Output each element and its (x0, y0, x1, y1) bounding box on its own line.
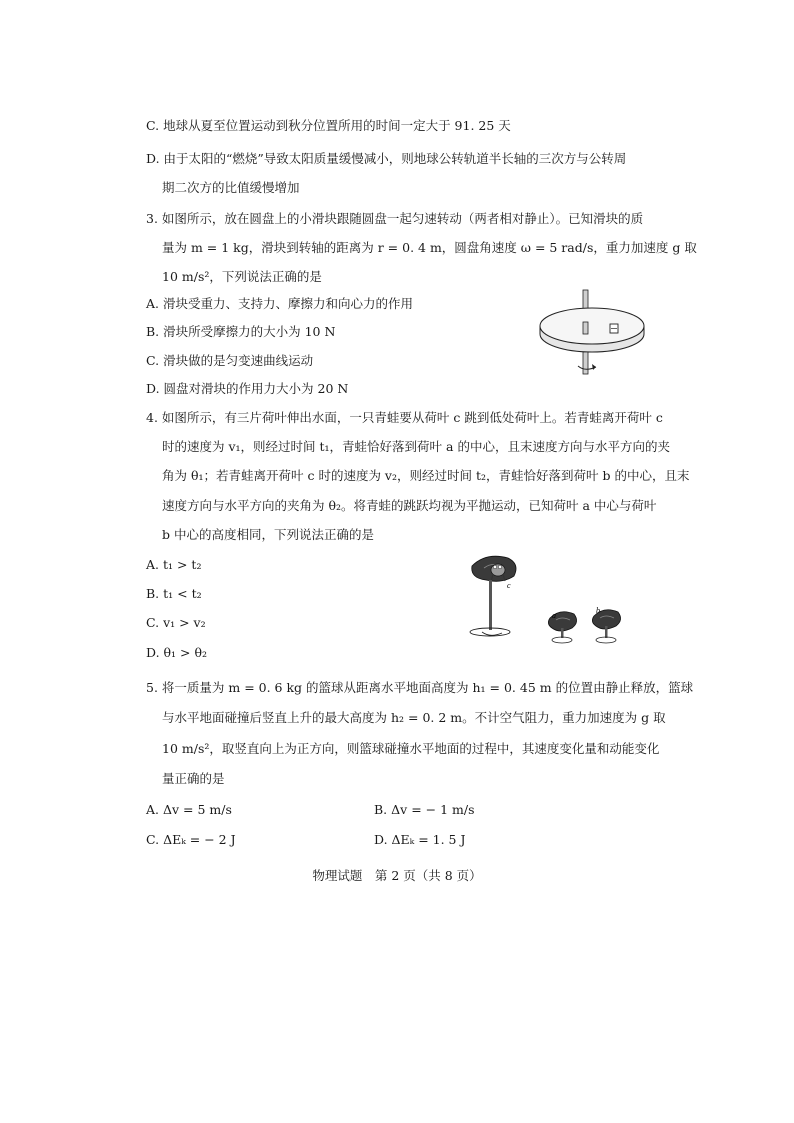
leaf-b-label: b (596, 606, 600, 615)
q3-option-d: D. 圆盘对滑块的作用力大小为 20 N (146, 381, 349, 396)
q3-stem-line2: 量为 m = 1 kg，滑块到转轴的距离为 r = 0. 4 m，圆盘角速度 ω = 5 rad/s，重力加速度 g 取 (162, 240, 697, 255)
q5-stem-line4: 量正确的是 (162, 771, 225, 786)
lotus-leaf-c (470, 556, 516, 636)
q4-stem-line2: 时的速度为 v₁，则经过时间 t₁，青蛙恰好落到荷叶 a 的中心，且末速度方向与水平方向的夹 (162, 439, 670, 454)
q4-option-c: C. v₁ > v₂ (146, 615, 206, 630)
q4-option-b: B. t₁ < t₂ (146, 586, 202, 601)
q2-option-d-line1: D. 由于太阳的“燃烧”导致太阳质量缓慢减小，则地球公转轨道半长轴的三次方与公转周 (146, 151, 627, 166)
q3-option-a: A. 滑块受重力、支持力、摩擦力和向心力的作用 (146, 296, 413, 311)
q3-option-c: C. 滑块做的是匀变速曲线运动 (146, 353, 314, 368)
q5-option-d: D. ΔEₖ = 1. 5 J (374, 832, 466, 847)
q2-option-c: C. 地球从夏至位置运动到秋分位置所用的时间一定大于 91. 25 天 (146, 118, 511, 133)
q4-lotus-frog-figure (462, 552, 632, 652)
q4-option-d: D. θ₁ > θ₂ (146, 645, 208, 660)
q5-option-b: B. Δv = − 1 m/s (374, 802, 475, 817)
leaf-c-label: c (507, 581, 511, 590)
q5-stem-line3: 10 m/s²，取竖直向上为正方向，则篮球碰撞水平地面的过程中，其速度变化量和动能变化 (162, 741, 660, 756)
q4-stem-line5: b 中心的高度相同，下列说法正确的是 (162, 527, 374, 542)
q5-option-c: C. ΔEₖ = − 2 J (146, 832, 236, 847)
q4-stem-line3: 角为 θ₁；若青蛙离开荷叶 c 时的速度为 v₂，则经过时间 t₂，青蛙恰好落到荷叶 b 的中心，且末 (162, 468, 690, 483)
q5-stem-line1: 5. 将一质量为 m = 0. 6 kg 的篮球从距离水平地面高度为 h₁ = 0. 45 m 的位置由静止释放，篮球 (146, 680, 694, 695)
leaf-a-label: a (552, 611, 556, 620)
q5-option-a: A. Δv = 5 m/s (146, 802, 232, 817)
q3-stem-line1: 3. 如图所示，放在圆盘上的小滑块跟随圆盘一起匀速转动（两者相对静止）。已知滑块的质 (146, 211, 644, 226)
q3-option-b: B. 滑块所受摩擦力的大小为 10 N (146, 324, 336, 339)
q4-stem-line1: 4. 如图所示，有三片荷叶伸出水面，一只青蛙要从荷叶 c 跳到低处荷叶上。若青蛙离开荷叶 c (146, 410, 663, 425)
q3-disk-figure (538, 290, 648, 380)
q4-stem-line4: 速度方向与水平方向的夹角为 θ₂。将青蛙的跳跃均视为平抛运动，已知荷叶 a 中心与荷叶 (162, 498, 657, 513)
q5-stem-line2: 与水平地面碰撞后竖直上升的最大高度为 h₂ = 0. 2 m。不计空气阻力，重力加速度为 g 取 (162, 710, 666, 725)
q3-stem-line3: 10 m/s²，下列说法正确的是 (162, 269, 322, 284)
q4-option-a: A. t₁ > t₂ (146, 557, 202, 572)
page-footer: 物理试题 第 2 页（共 8 页） (312, 868, 482, 883)
q2-option-d-line2: 期二次方的比值缓慢增加 (162, 180, 300, 195)
